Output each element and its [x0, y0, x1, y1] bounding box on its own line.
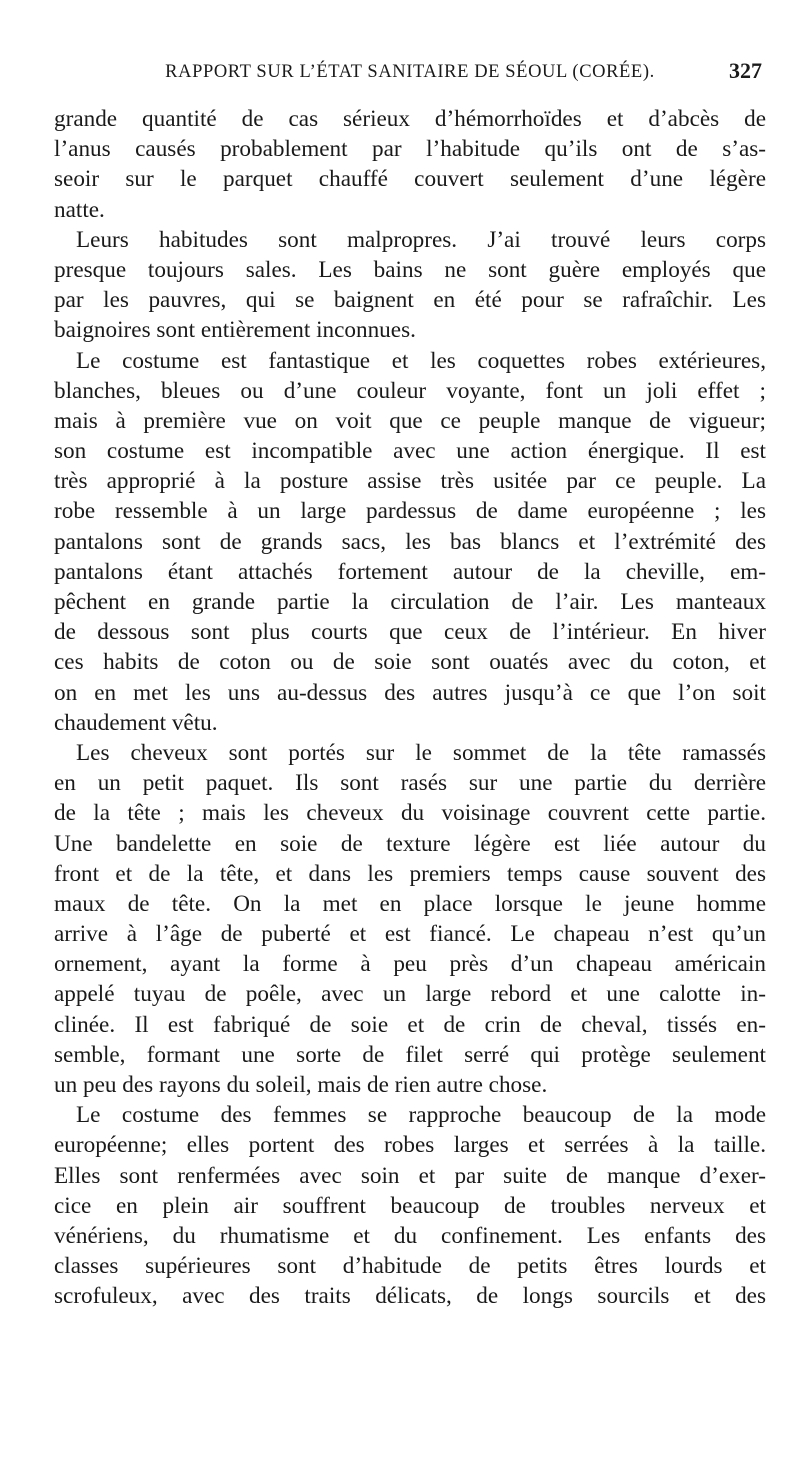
book-page: [54, 58, 766, 1312]
text-line: un peu des rayons du soleil, mais de rien autre chose.: [54, 1072, 548, 1098]
text-line: natte.: [54, 196, 105, 223]
text-line: pêchent en grande partie la circulation de l’air. Les manteaux: [54, 589, 766, 615]
text-line: classes supérieures sont d’habitude de petits êtres lourds et: [54, 1253, 766, 1280]
body-text: [54, 104, 766, 1312]
text-line: arrive à l’âge de puberté et est fiancé. Le chapeau n’est qu’un: [54, 921, 766, 948]
text-line: blanches, bleues ou d’une couleur voyante, font un joli effet ;: [54, 377, 766, 404]
running-title: RAPPORT SUR L’ÉTAT SANITAIRE DE SÉOUL (CORÉE).: [165, 62, 655, 82]
text-line: vénériens, du rhumatisme et du confinement. Les enfants des: [54, 1222, 766, 1249]
text-line: de dessous sont plus courts que ceux de l’intérieur. En hiver: [54, 619, 766, 646]
text-line: de la tête ; mais les cheveux du voisinage couvrent cette partie.: [54, 800, 766, 827]
text-line: Le costume est fantastique et les coquettes robes extérieures,: [76, 347, 766, 374]
text-line: son costume est incompatible avec une action énergique. Il est: [54, 438, 766, 465]
text-line: Une bandelette en soie de texture légère est liée autour du: [54, 830, 766, 857]
page-number: 327: [729, 58, 762, 83]
text-line: appelé tuyau de poêle, avec un large rebord et une calotte in-: [54, 981, 766, 1008]
text-line: baignoires sont entièrement inconnues.: [54, 317, 416, 344]
text-line: chaudement vêtu.: [54, 709, 218, 736]
text-line: Elles sont renfermées avec soin et par suite de manque d’exer-: [54, 1162, 766, 1189]
text-line: par les pauvres, qui se baignent en été pour se rafraîchir. Les: [54, 287, 766, 314]
text-line: cice en plein air souffrent beaucoup de troubles nerveux et: [54, 1192, 766, 1219]
text-line: l’anus causés probablement par l’habitude qu’ils ont de s’as-: [54, 136, 766, 163]
text-line: ces habits de coton ou de soie sont ouatés avec du coton, et: [54, 649, 766, 676]
text-line: robe ressemble à un large pardessus de dame européenne ; les: [54, 498, 766, 525]
text-line: pantalons sont de grands sacs, les bas blancs et l’extrémité des: [54, 528, 766, 555]
text-line: front et de la tête, et dans les premiers temps cause souvent des: [54, 860, 766, 887]
text-line: presque toujours sales. Les bains ne sont guère employés que: [54, 256, 766, 283]
text-line: très approprié à la posture assise très usitée par ce peuple. La: [54, 468, 766, 495]
text-line: grande quantité de cas sérieux d’hémorrhoïdes et d’abcès de: [54, 106, 766, 132]
text-line: Leurs habitudes sont malpropres. J’ai trouvé leurs corps: [76, 226, 766, 253]
text-line: on en met les uns au-dessus des autres jusqu’à ce que l’on soit: [54, 679, 766, 706]
text-line: pantalons étant attachés fortement autour de la cheville, em-: [54, 558, 766, 585]
text-line: mais à première vue on voit que ce peuple manque de vigueur;: [54, 407, 766, 434]
text-line: maux de tête. On la met en place lorsque le jeune homme: [54, 890, 766, 917]
page-header: [54, 58, 766, 92]
text-line: européenne; elles portent des robes larges et serrées à la taille.: [54, 1132, 766, 1159]
text-line: Le costume des femmes se rapproche beaucoup de la mode: [76, 1102, 766, 1129]
text-line: seoir sur le parquet chauffé couvert seulement d’une légère: [54, 166, 766, 193]
text-line: ornement, ayant la forme à peu près d’un chapeau américain: [54, 951, 766, 978]
text-line: clinée. Il est fabriqué de soie et de crin de cheval, tissés en-: [54, 1011, 766, 1038]
text-line: semble, formant une sorte de filet serré qui protège seulement: [54, 1041, 766, 1068]
text-line: en un petit paquet. Ils sont rasés sur une partie du derrière: [54, 770, 766, 797]
text-line: Les cheveux sont portés sur le sommet de la tête ramassés: [76, 739, 766, 766]
text-line: scrofuleux, avec des traits délicats, de longs sourcils et des: [54, 1283, 766, 1310]
